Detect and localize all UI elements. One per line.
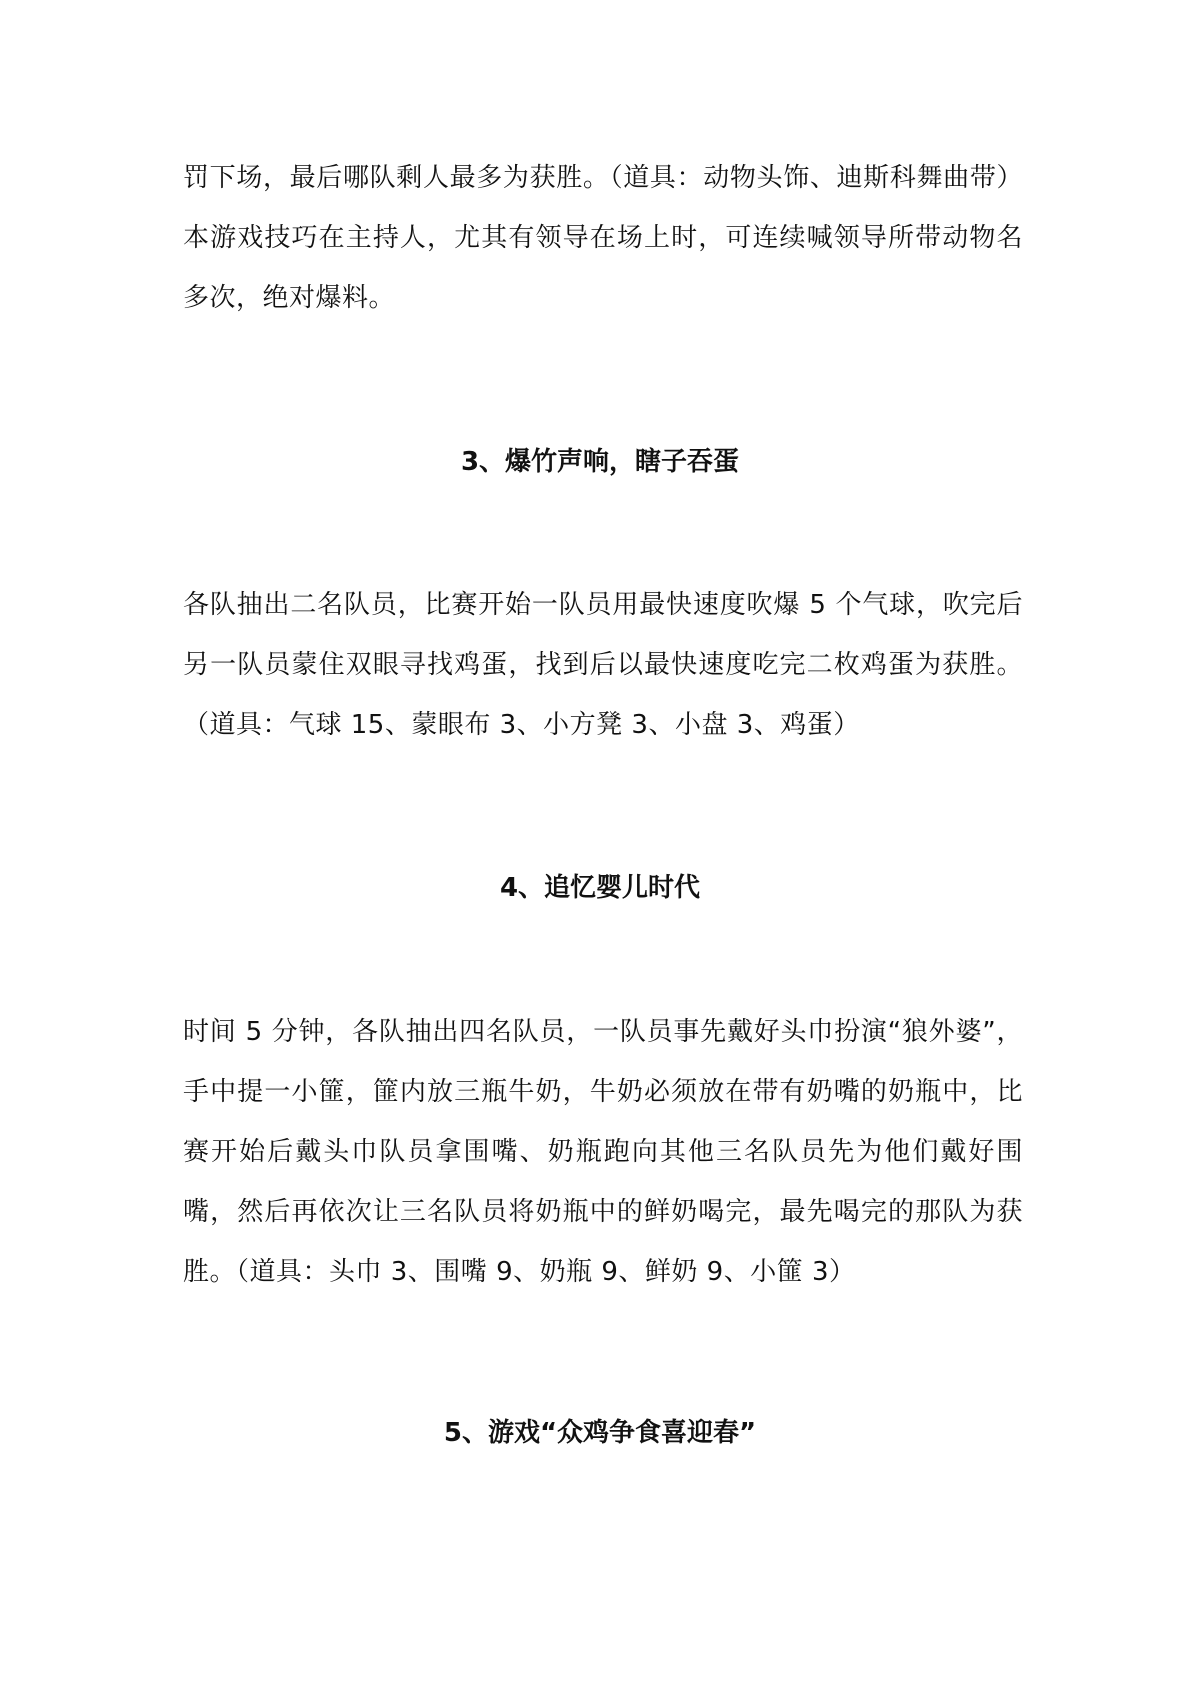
paragraph-animal-game-end: 罚下场，最后哪队剩人最多为获胜。（道具：动物头饰、迪斯科舞曲带）本游戏技巧在主持人，尤其有领导在场上时，可连续喊领导所带动物名多次，绝对爆料。 — [183, 163, 1023, 313]
heading-section-4: 4、追忆婴儿时代 — [499, 873, 701, 903]
heading-section-3: 3、爆竹声响，瞎子吞蛋 — [460, 447, 740, 477]
heading-section-5: 5、游戏“众鸡争食喜迎春” — [443, 1418, 757, 1448]
paragraph-section-3-rules: 各队抽出二名队员，比赛开始一队员用最快速度吹爆 5 个气球，吹完后另一队员蒙住双眼寻找鸡蛋，找到后以最快速度吃完二枚鸡蛋为获胜。（道具：气球 15、蒙眼布 3、小方凳 3、小盘 3、鸡蛋） — [183, 590, 1023, 740]
paragraph-section-4-rules: 时间 5 分钟，各队抽出四名队员，一队员事先戴好头巾扮演“狼外婆”，手中提一小篚，篚内放三瓶牛奶，牛奶必须放在带有奶嘴的奶瓶中，比赛开始后戴头巾队员拿围嘴、奶瓶跑向其他三名队员先为他们戴好围嘴，然后再依次让三名队员将奶瓶中的鲜奶喝完，最先喝完的那队为获胜。（道具：头巾 3、围嘴 9、奶瓶 9、鲜奶 9、小篚 3） — [183, 1017, 1023, 1287]
